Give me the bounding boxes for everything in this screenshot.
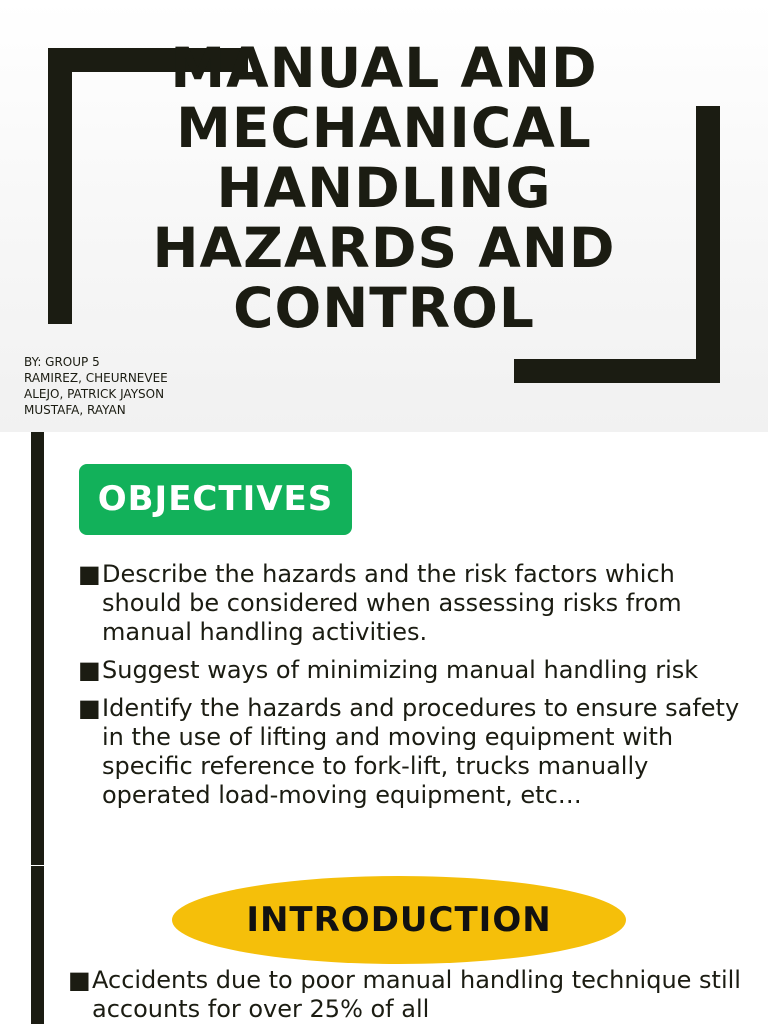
list-item <box>68 966 748 1024</box>
title-slide <box>0 0 768 432</box>
square-bullet-icon: ■ <box>78 656 101 684</box>
left-accent-bar <box>31 866 44 1024</box>
author-line: RAMIREZ, CHEURNEVEE <box>24 371 168 385</box>
bracket-bottom-right-horizontal <box>514 359 720 383</box>
objectives-list <box>78 560 758 819</box>
list-item-text: Accidents due to poor manual handling technique still accounts for over 25% of all <box>92 966 741 1023</box>
list-item-text: Describe the hazards and the risk factors which should be considered when assessing risks from manual handling activities. <box>102 560 682 646</box>
author-line: BY: GROUP 5 <box>24 355 100 369</box>
left-accent-bar <box>31 432 44 865</box>
objectives-slide <box>0 432 768 865</box>
list-item-text: Identify the hazards and procedures to ensure safety in the use of lifting and moving equipment with specific reference to fork-lift, trucks manually operated load-moving equipment, etc… <box>102 694 740 809</box>
introduction-slide <box>0 866 768 1024</box>
introduction-heading: INTRODUCTION <box>172 876 626 964</box>
square-bullet-icon: ■ <box>68 966 91 994</box>
bracket-bottom-right-vertical <box>696 106 720 383</box>
introduction-list <box>68 966 748 1024</box>
square-bullet-icon: ■ <box>78 560 101 588</box>
list-item <box>78 560 758 647</box>
author-line: MUSTAFA, RAYAN <box>24 403 126 417</box>
list-item <box>78 694 758 810</box>
author-line: ALEJO, PATRICK JAYSON <box>24 387 165 401</box>
authors-block <box>24 354 168 418</box>
bracket-top-left-vertical <box>48 48 72 324</box>
list-item-text: Suggest ways of minimizing manual handling risk <box>102 656 699 684</box>
list-item <box>78 656 758 685</box>
objectives-heading: OBJECTIVES <box>79 464 352 535</box>
square-bullet-icon: ■ <box>78 694 101 722</box>
presentation-title: MANUAL AND MECHANICAL HANDLING HAZARDS AND CONTROL <box>152 36 616 340</box>
